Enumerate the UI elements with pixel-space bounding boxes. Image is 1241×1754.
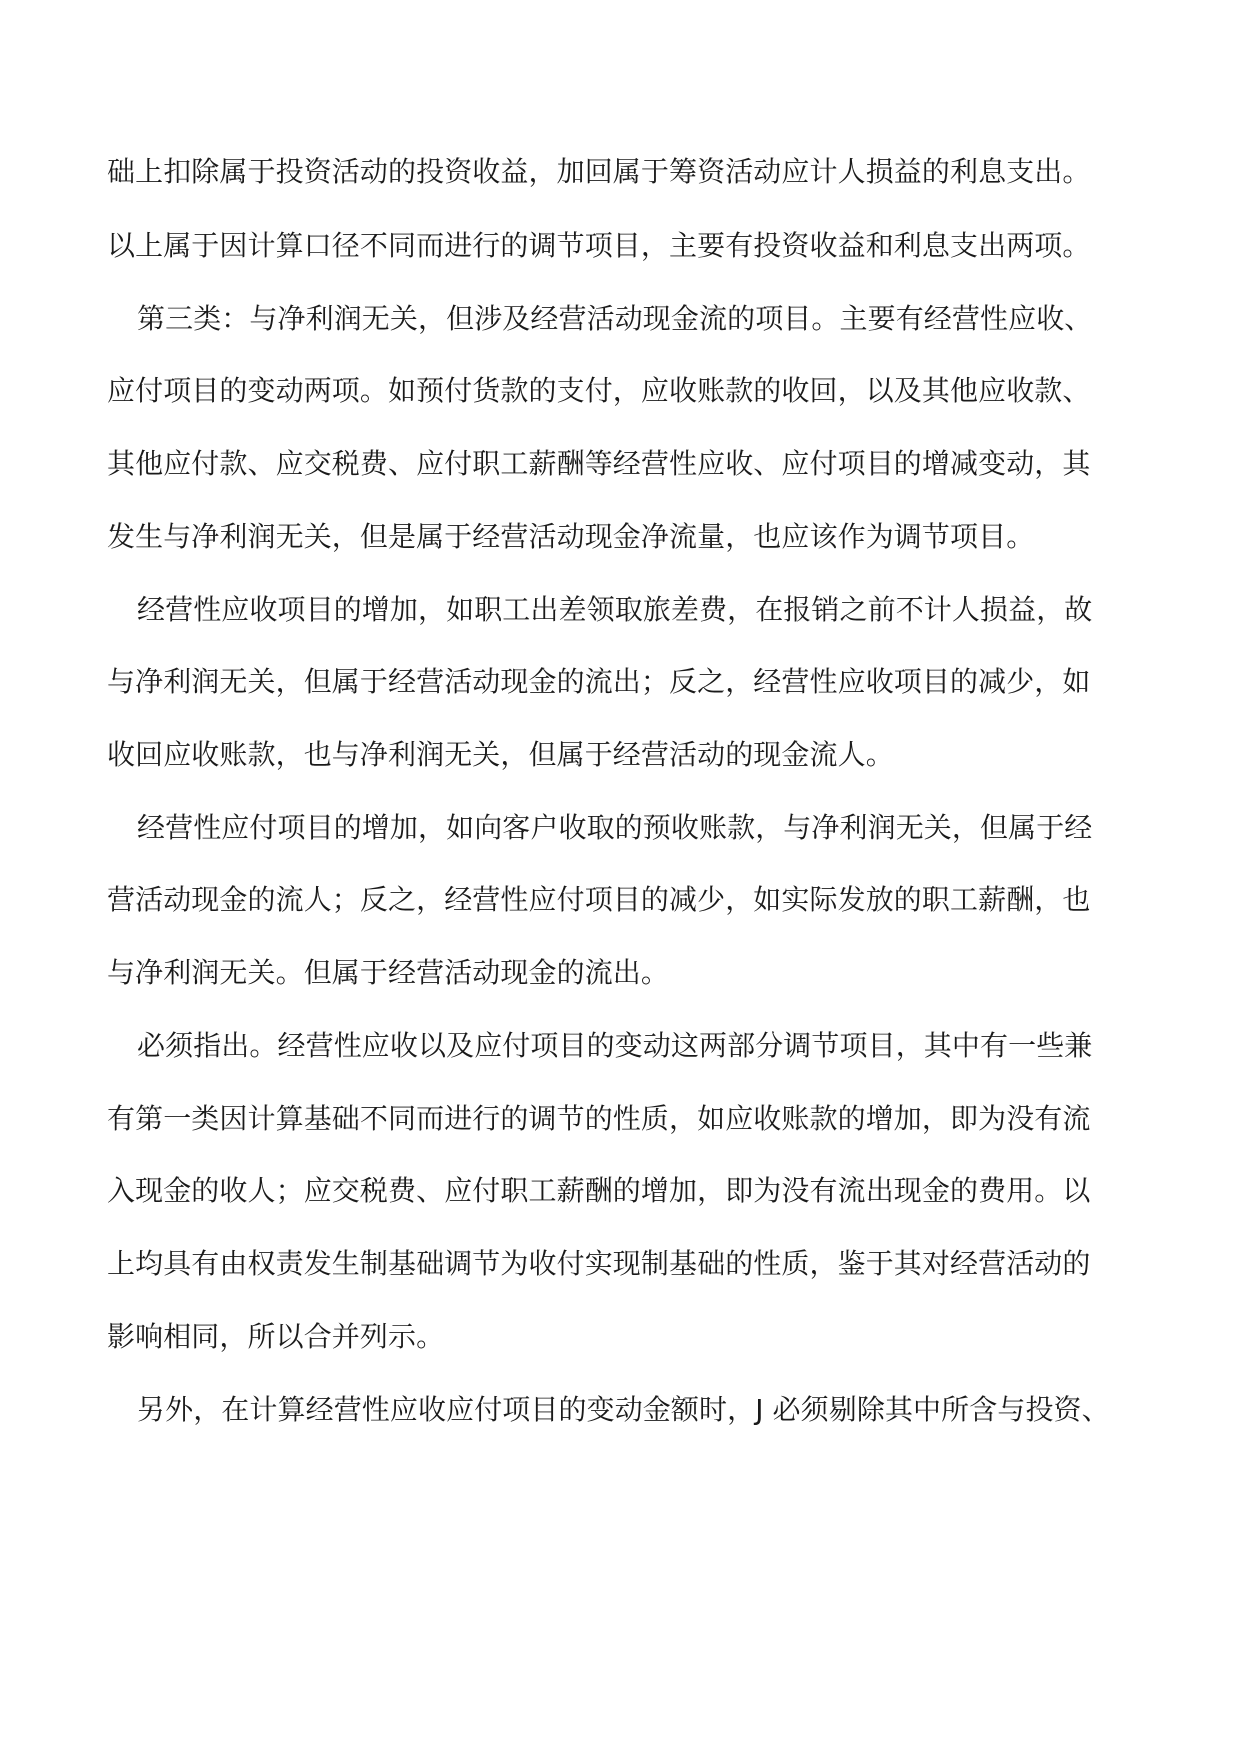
paragraph-line: 必须指出。经营性应收以及应付项目的变动这两部分调节项目，其中有一些兼 [137, 1029, 1093, 1062]
text-line: 以上属于因计算口径不同而进行的调节项目，主要有投资收益和利息支出两项。 [107, 229, 1091, 262]
text-line: 础上扣除属于投资活动的投资收益，加回属于筹资活动应计人损益的利息支出。 [107, 155, 1091, 188]
text-line: 收回应收账款，也与净利润无关，但属于经营活动的现金流人。 [107, 738, 894, 771]
text-line: 影响相同，所以合并列示。 [107, 1320, 445, 1353]
text-line: 与净利润无关，但属于经营活动现金的流出；反之，经营性应收项目的减少，如 [107, 665, 1091, 698]
text-line: 应付项目的变动两项。如预付货款的支付，应收账款的收回，以及其他应收款、 [107, 374, 1091, 407]
paragraph-line: 经营性应收项目的增加，如职工出差领取旅差费，在报销之前不计人损益，故 [137, 593, 1093, 626]
paragraph-line: 经营性应付项目的增加，如向客户收取的预收账款，与净利润无关，但属于经 [137, 811, 1093, 844]
paragraph-line: 第三类：与净利润无关，但涉及经营活动现金流的项目。主要有经营性应收、 [137, 302, 1093, 335]
text-line: 营活动现金的流人；反之，经营性应付项目的减少，如实际发放的职工薪酬，也 [107, 883, 1091, 916]
text-line: 与净利润无关。但属于经营活动现金的流出。 [107, 956, 670, 989]
text-line: 其他应付款、应交税费、应付职工薪酬等经营性应收、应付项目的增减变动，其 [107, 447, 1091, 480]
paragraph-line: 另外，在计算经营性应收应付项目的变动金额时，J 必须剔除其中所含与投资、 [137, 1393, 1110, 1426]
text-line: 发生与净利润无关，但是属于经营活动现金净流量，也应该作为调节项目。 [107, 520, 1035, 553]
text-line: 入现金的收人；应交税费、应付职工薪酬的增加，即为没有流出现金的费用。以 [107, 1174, 1091, 1207]
text-line: 上均具有由权责发生制基础调节为收付实现制基础的性质，鉴于其对经营活动的 [107, 1247, 1091, 1280]
text-line: 有第一类因计算基础不同而进行的调节的性质，如应收账款的增加，即为没有流 [107, 1102, 1091, 1135]
